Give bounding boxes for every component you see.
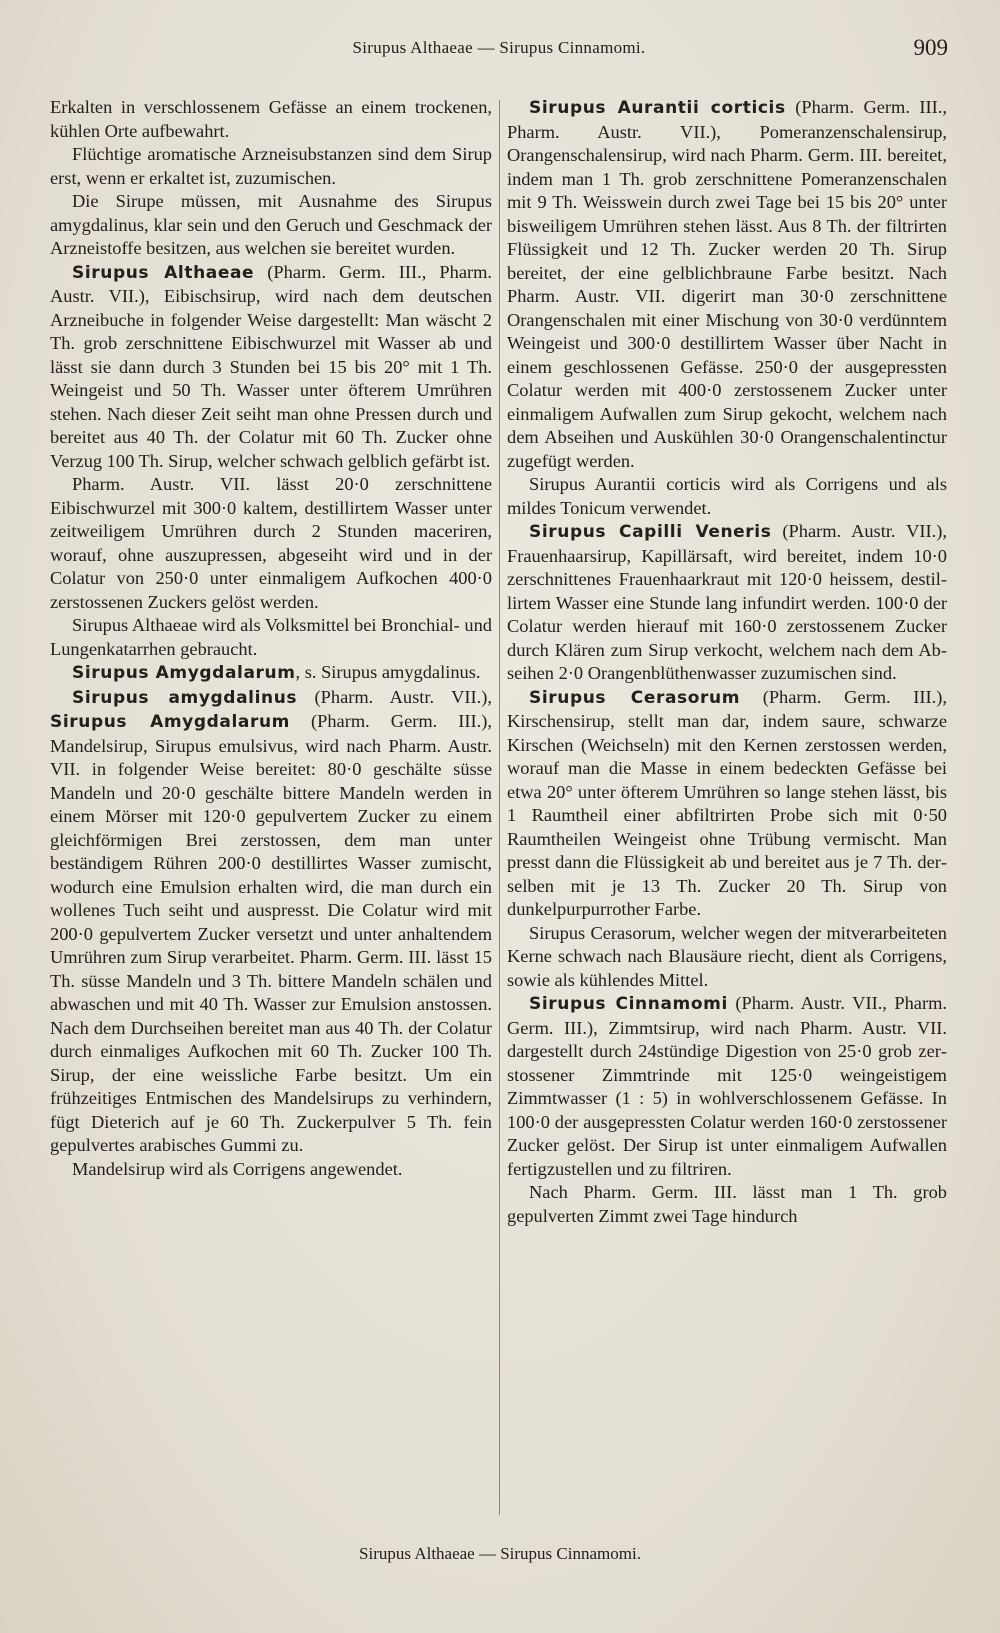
paragraph: Sirupus Althaeae wird als Volksmittel bei Bronchial- und Lungenkatarrhen gebraucht.: [50, 615, 492, 659]
dictionary-entry: [50, 661, 492, 686]
paragraph: Pharm. Austr. VII. lässt 20·0 zerschnittene Eibischwurzel mit 300·0 kaltem, destillirtem Wasser unter zeitweiligem Umrühren durch 2 Stunden maceriren, worauf, ohne auszupressen, abgeseiht wird und in der Colatur von 250·0 unter einmaligem Aufkochen 400·0 zerstossenen Zuckers gelöst werden.: [50, 474, 492, 612]
right-column: [507, 96, 947, 1228]
entry-headword: Sirupus Aurantii corticis: [529, 98, 786, 118]
entry-headword: Sirupus Amygdalarum: [50, 712, 290, 732]
dictionary-entry: [507, 96, 947, 473]
entry-text: , s. Sirupus amygdalinus.: [295, 662, 481, 682]
paragraph: Mandelsirup wird als Corrigens angewendet.: [72, 1158, 403, 1179]
entry-headword: Sirupus Amygdalarum: [72, 663, 296, 683]
column-divider: [499, 100, 500, 1515]
left-column: [50, 96, 492, 1181]
paragraph: Die Sirupe müssen, mit Ausnahme des Sirupus amygdalinus, klar sein und den Geruch und Geschmack der Arzneistoffe besitzen, aus welchen sie bereitet wurden.: [50, 191, 492, 258]
entry-text: (Pharm. Austr. VII., Pharm. Germ. III.), Zimmtsirup, wird nach Pharm. Austr. VII. dargestellt durch 24stündige Digestion von 25·0 grob zerstossener Zimmtrinde mit 125·0 weingeistigem Zimmtwasser (1 : 5) in wohlverschlossenem Gefässe. In 100·0 der ausgepressten Colatur werden 160·0 zerstossener Zucker gelöst. Der Sirup ist unter einmaligem Aufwallen fertigzustellen und zu filtriren.: [507, 993, 947, 1179]
running-head-title: Sirupus Althaeae — Sirupus Cinnamomi.: [352, 38, 646, 57]
entry-headword: Sirupus Cinnamomi: [529, 994, 728, 1014]
entry-text: (Pharm. Germ. III., Pharm. Austr. VII.), Eibischsirup, wird nach dem deutschen Arzneibuche in folgender Weise dargestellt: Man wäscht 2 Th. grob zerschnittene Eibischwurzel mit Wasser ab und lässt sie dann durch 3 Stunden bei 15 bis 20° mit 1 Th. Weingeist und 50 Th. Wasser unter öfterem Umrühren stehen. Nach dieser Zeit seiht man ohne Pressen durch und bereitet aus 40 Th. der Colatur mit 60 Th. Zucker ohne Verzug 100 Th. Sirup, welcher schwach gelblich gefärbt ist.: [50, 261, 493, 471]
paragraph: Flüchtige aromatische Arzneisubstanzen sind dem Sirup erst, wenn er erkaltet ist, zuzumischen.: [50, 144, 492, 188]
entry-text: (Pharm. Austr. VII.),: [297, 686, 492, 707]
entry-text: (Pharm. Germ. III., Pharm. Austr. VII.), Pomeranzenschalensirup, Orangenschalensirup, wird nach Pharm. Germ. III. bereitet, indem man 1 Th. grob zerschnittene Pomeranzenschalen mit 9 Th. Weisswein durch zwei Tage bei 15 bis 20° unter bisweiligem Umrühren stehen lässt. Aus 8 Th. der filtrirten Flüssigkeit und 12 Th. Zucker werden 20 Th. Sirup bereitet, der eine gelblichbraune Farbe besitzt. Nach Pharm. Austr. VII. digerirt man 30·0 zerschnittene Orangenschalen mit einer Mischung von 30·0 verdünntem Weingeist und 300·0 destillirtem Wasser über Nacht in einem geschlossenen Gefässe. 250·0 der ausgepressten Colatur werden mit 400·0 zerstossenem Zucker unter einmaligem Aufwallen zum Sirup gekocht, welchem nach dem Abseihen und Auskühlen 30·0 Orangenschalentinctur zugefügt werden.: [507, 97, 947, 471]
dictionary-entry: [507, 992, 947, 1181]
running-head: [50, 35, 948, 68]
entry-text: (Pharm. Germ. III.), Mandelsirup, Sirupus emulsivus, wird nach Pharm. Austr. VII. in folgender Weise bereitet: 80·0 geschälte süsse Mandeln und 20·0 geschälte bittere Mandeln werden in einem Mörser mit 120·0 gepulvertem Zucker zu einem gleichförmigen Brei zerstossen, dem man unter beständigem Rühren 200·0 destillirtes Wasser zumischt, wodurch eine Emulsion erhalten wird, die man durch ein wollenes Tuch seiht und auspresst. Die Colatur wird mit 200·0 gepulvertem Zucker versetzt und unter anhaltendem Umrühren zum Sirup verarbeitet. Pharm. Germ. III. lässt 15 Th. süsse Mandeln und 3 Th. bittere Mandeln schälen und abwaschen und mit 40 Th. Wasser zur Emulsion anstossen. Nach dem Durchseihen bereitet man aus 40 Th. der Colatur durch einmaliges Aufkochen mit 60 Th. Zucker 100 Th. Sirup, der eine weissliche Farbe besitzt. Um ein frühzeitiges Entmischen des Mandelsirups zu verhindern, fügt Dieterich auf je 60 Th. Zuckerpulver 5 Th. fein gepulvertes arabisches Gummi zu.: [50, 711, 492, 1155]
entry-text: (Pharm. Germ. III.), Kirschensirup, stellt man dar, indem saure, schwarze Kirschen (Weichseln) mit den Kernen zerstossen werden, worauf man die Masse in einem bedeckten Gefässe bei etwa 20° unter öfterem Umrühren so lange stehen lässt, bis 1 Raumtheil einer abfiltrirten Probe sich mit 0·50 Raumtheilen Weingeist ohne Trübung vermischt. Man presst dann die Flüssigkeit ab und bereitet aus je 7 Th. derselben mit je 13 Th. Zucker 20 Th. Sirup von dunkelpurpurrother Farbe.: [507, 686, 947, 919]
page-number: 909: [913, 35, 948, 60]
dictionary-entry: [50, 686, 492, 1158]
paragraph: Sirupus Aurantii corticis wird als Corrigens und als mildes Tonicum verwendet.: [507, 474, 947, 518]
entry-text: (Pharm. Austr. VII.), Frauenhaarsirup, Kapillärsaft, wird bereitet, indem 10·0 zerschnittenes Frauenhaarkraut mit 120·0 heissem, destillirtem Wasser eine Stunde lang infundirt werden. 100·0 der Colatur werden hierauf mit 160·0 zerstossenem Zucker durch Klären zum Sirup verkocht, welchem nach dem Abseihen 2·0 Orangenblüthenwasser zuzumischen sind.: [507, 521, 948, 683]
paragraph: Sirupus Cerasorum, welcher wegen der mitverarbeiteten Kerne schwach nach Blausäure riecht, dient als Corrigens, sowie als kühlendes Mittel.: [507, 922, 947, 990]
entry-headword: Sirupus Althaeae: [72, 262, 255, 283]
entry-headword: Sirupus Capilli Veneris: [529, 522, 772, 542]
dictionary-entry: [507, 686, 947, 922]
dictionary-entry: [50, 261, 492, 474]
entry-headword: Sirupus amygdalinus: [72, 687, 298, 708]
dictionary-entry: [507, 520, 947, 686]
paragraph: Erkalten in verschlossenem Gefässe an einem trockenen, kühlen Orte aufbewahrt.: [50, 97, 492, 141]
running-foot: Sirupus Althaeae — Sirupus Cinnamomi.: [359, 1544, 641, 1563]
entry-headword: Sirupus Cerasorum: [529, 687, 741, 708]
paragraph: Nach Pharm. Germ. III. lässt man 1 Th. grob gepulverten Zimmt zwei Tage hindurch: [507, 1182, 947, 1226]
